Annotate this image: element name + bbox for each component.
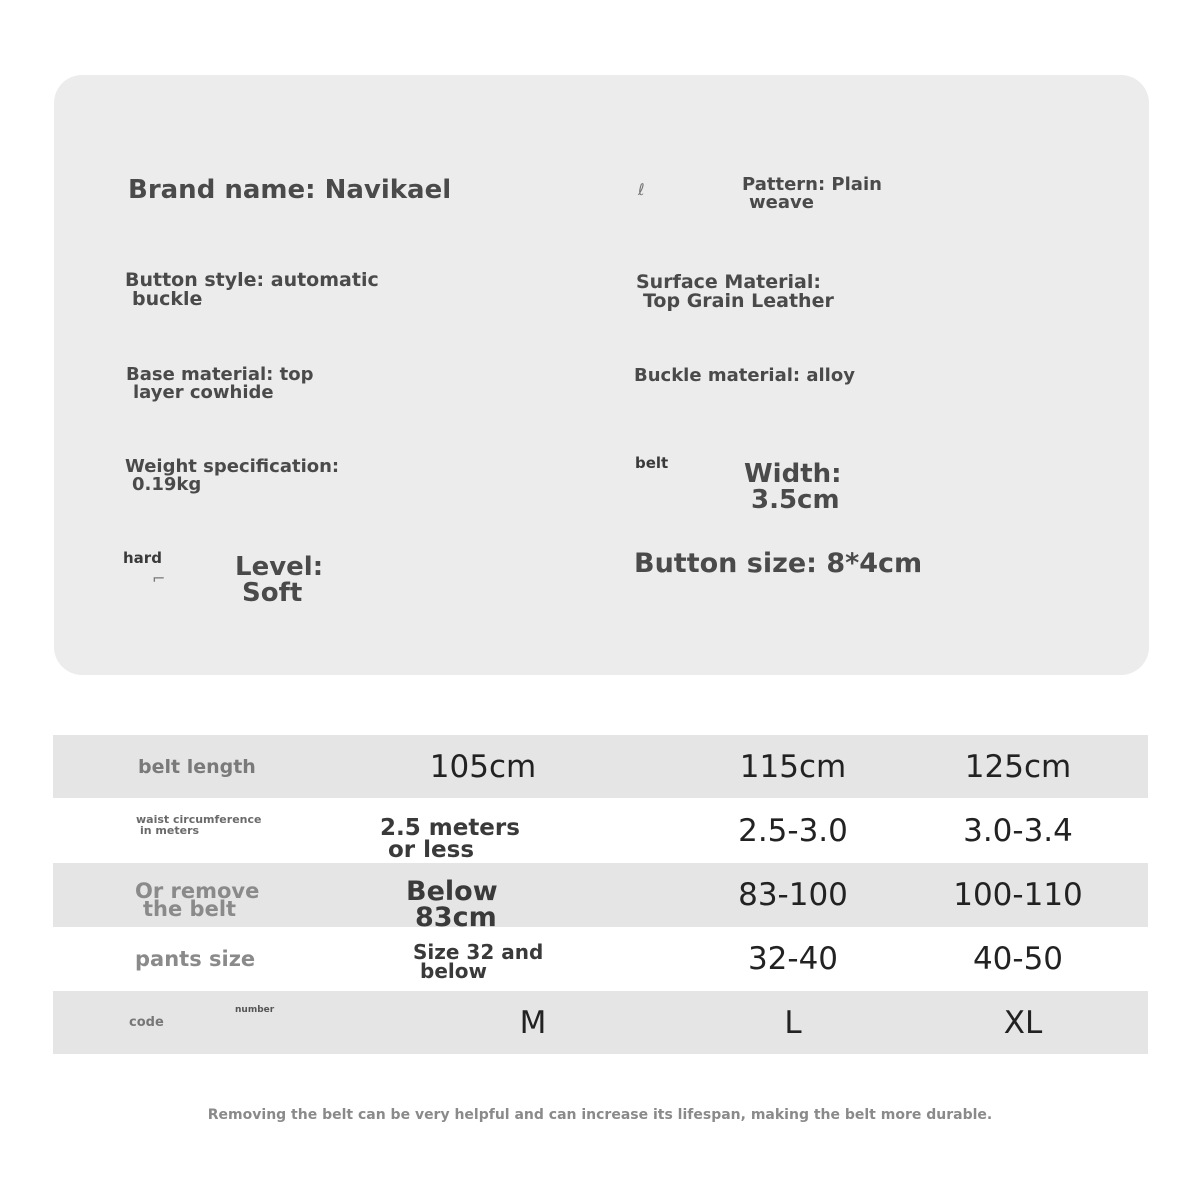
base-line-2: layer cowhide — [133, 382, 274, 403]
table-row-pants-size — [53, 927, 1148, 991]
specifications-card — [54, 75, 1149, 675]
row-header-extra: number — [235, 1005, 275, 1015]
width-spec — [744, 461, 842, 513]
button-style-spec — [125, 271, 379, 309]
header-line-1: Or remove — [135, 879, 260, 903]
cell-m: M — [519, 1004, 547, 1041]
cell-xl: XL — [1003, 1004, 1043, 1041]
smudge-mark: ℓ — [638, 180, 645, 199]
level-line-2: Soft — [242, 578, 303, 608]
row-header: code — [129, 1015, 164, 1030]
pattern-line-1: Pattern: Plain — [742, 174, 882, 195]
cell-line-1: Below — [406, 876, 498, 907]
weight-line-2: 0.19kg — [132, 474, 202, 495]
cell-line-2: 83cm — [415, 901, 497, 933]
row-header: pants size — [135, 947, 256, 971]
table-row-waist — [53, 798, 1148, 863]
width-line-2: 3.5cm — [751, 485, 840, 515]
cell-line-1: Size 32 and — [413, 940, 544, 964]
buckle-material-spec: Buckle material: alloy — [634, 365, 855, 386]
table-row-belt-length — [53, 735, 1148, 798]
surface-line-2: Top Grain Leather — [643, 290, 834, 312]
cell-line-2: below — [420, 959, 487, 983]
belt-label: belt — [635, 454, 669, 472]
cell-line-1: 2.5 meters — [380, 815, 520, 841]
cell-xl: 40-50 — [972, 941, 1064, 977]
level-spec — [235, 554, 323, 606]
cell-l: 32-40 — [747, 941, 839, 977]
cell-line-2: or less — [388, 836, 475, 863]
cell-l: 2.5-3.0 — [738, 812, 848, 849]
footer-note: Removing the belt can be very helpful and can increase its lifespan, making the belt more durable. — [207, 1107, 993, 1123]
cell-m: 105cm — [429, 748, 537, 785]
brand-name: Brand name: Navikael — [128, 175, 452, 205]
hard-label: hard — [123, 549, 162, 567]
level-line-1: Level: — [235, 552, 324, 582]
table-row-code — [53, 991, 1148, 1054]
base-line-1: Base material: top — [126, 364, 314, 385]
table-row-remove-belt — [53, 863, 1148, 933]
smudge-mark: ⌐ — [152, 569, 166, 588]
cell-xl: 3.0-3.4 — [963, 812, 1073, 849]
header-line-2: in meters — [140, 824, 200, 837]
button-style-line-1: Button style: automatic — [125, 269, 379, 291]
surface-material-spec — [636, 273, 834, 311]
weight-spec — [125, 458, 339, 494]
pattern-line-2: weave — [749, 192, 814, 213]
surface-line-1: Surface Material: — [636, 271, 821, 293]
base-material-spec — [126, 366, 313, 402]
cell-xl: 100-110 — [953, 877, 1083, 913]
header-line-1: waist circumference — [136, 813, 262, 826]
row-header: belt length — [138, 755, 256, 778]
header-line-2: the belt — [143, 896, 237, 921]
size-table — [53, 735, 1148, 1054]
button-style-line-2: buckle — [132, 288, 203, 310]
cell-l: L — [784, 1004, 802, 1041]
cell-xl: 125cm — [964, 748, 1072, 785]
cell-l: 83-100 — [738, 877, 848, 913]
cell-l: 115cm — [739, 748, 847, 785]
button-size-spec: Button size: 8*4cm — [634, 548, 923, 579]
weight-line-1: Weight specification: — [125, 456, 340, 477]
width-line-1: Width: — [744, 459, 842, 489]
pattern-spec — [742, 176, 882, 212]
